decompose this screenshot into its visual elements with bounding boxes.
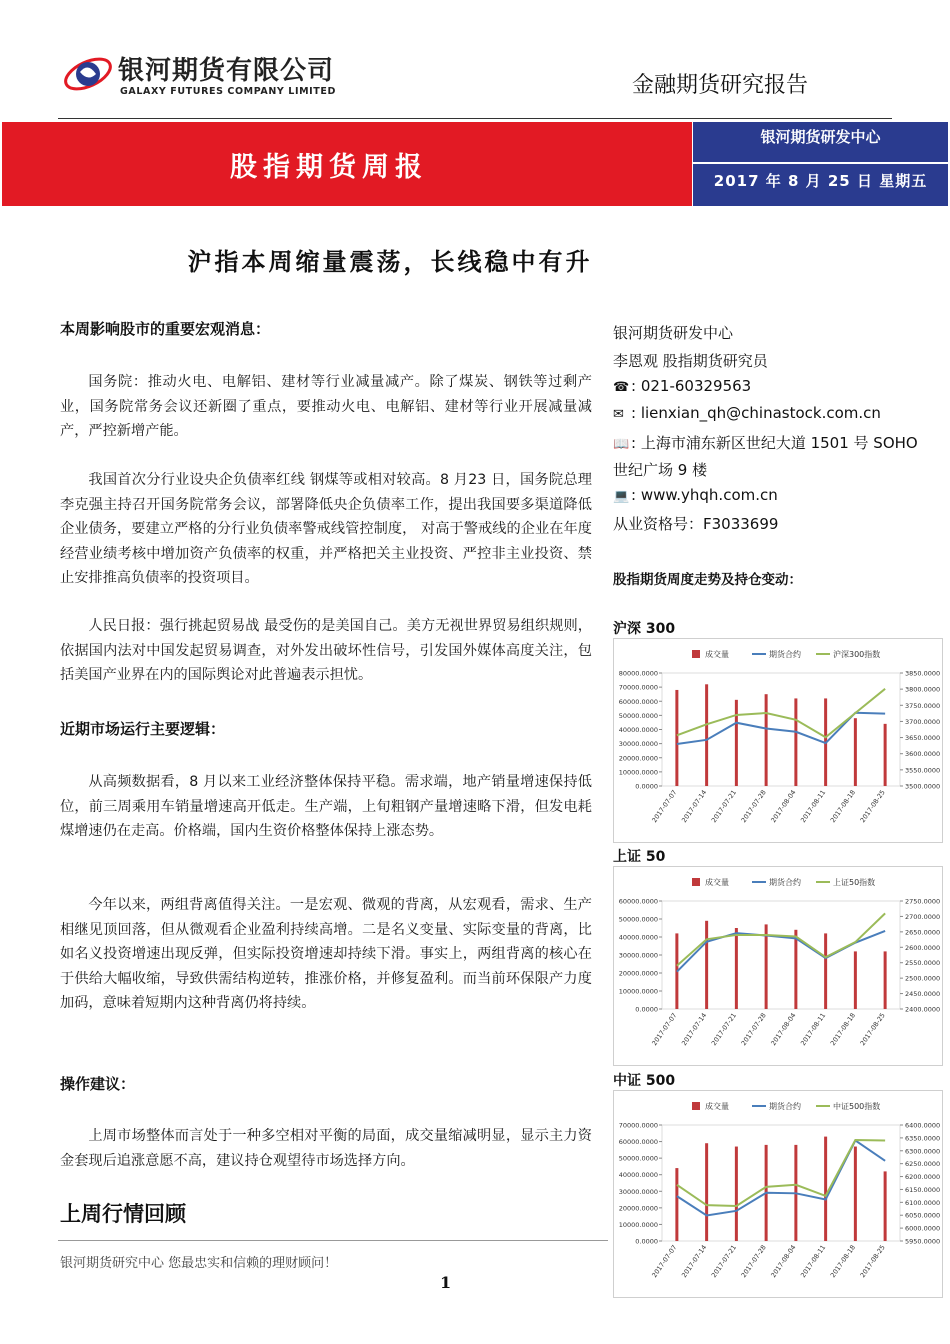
- right-tick-label: 3750.0000: [905, 701, 941, 710]
- chart-label-sz50: 上证 50: [613, 849, 666, 865]
- charts-heading: 股指期货周度走势及持仓变动：: [613, 572, 802, 588]
- plot-area: [662, 901, 900, 1009]
- volume-bar: [735, 928, 738, 1009]
- left-tick-label: 60000.0000: [618, 1138, 658, 1147]
- right-tick-label: 6250.0000: [905, 1160, 941, 1169]
- left-tick-label: 50000.0000: [618, 1154, 658, 1163]
- right-tick-label: 6200.0000: [905, 1173, 941, 1182]
- info-band-divider: [693, 162, 948, 164]
- contact-analyst: 李恩观 股指期货研究员: [613, 352, 768, 370]
- left-tick-label: 0.0000: [635, 1237, 658, 1246]
- contact-web-row: [613, 486, 778, 504]
- left-tick-label: 10000.0000: [618, 768, 658, 777]
- x-tick-label: 2017-08-11: [799, 1243, 828, 1280]
- volume-bar: [765, 694, 768, 786]
- x-tick-label: 2017-07-28: [739, 788, 768, 825]
- x-tick-label: 2017-07-14: [680, 1011, 709, 1048]
- right-tick-label: 3600.0000: [905, 750, 941, 759]
- left-tick-label: 50000.0000: [618, 711, 658, 720]
- volume-bar: [854, 951, 857, 1009]
- left-tick-label: 50000.0000: [618, 915, 658, 924]
- right-tick-label: 6400.0000: [905, 1121, 941, 1130]
- right-tick-label: 2400.0000: [905, 1005, 941, 1014]
- volume-bar: [675, 1168, 678, 1241]
- right-tick-label: 2500.0000: [905, 974, 941, 983]
- contact-phone: : 021-60329563: [631, 377, 752, 395]
- chart-zz500-svg: [614, 1091, 942, 1297]
- x-tick-label: 2017-07-14: [680, 788, 709, 825]
- left-tick-label: 10000.0000: [618, 987, 658, 996]
- right-tick-label: 2700.0000: [905, 912, 941, 921]
- header-divider: [58, 118, 892, 119]
- logic-paragraph-1: 从高频数据看，8 月以来工业经济整体保持平稳。需求端，地产销量增速保持低位，前三周乘用车销量增速高开低走。生产端，上旬粗钢产量增速略下滑，但发电耗煤增速仍在走高。价格端，国内生资价格整体保持上涨态势。: [60, 774, 592, 840]
- x-tick-label: 2017-07-21: [709, 788, 739, 825]
- legend-label: 成交量: [705, 878, 729, 887]
- volume-bar: [735, 700, 738, 786]
- right-tick-label: 2750.0000: [905, 897, 941, 906]
- x-tick-label: 2017-08-25: [858, 1011, 887, 1048]
- chart-label-zz500: 中证 500: [613, 1073, 676, 1089]
- volume-bar: [884, 724, 887, 786]
- x-tick-label: 2017-07-07: [650, 1243, 679, 1280]
- right-tick-label: 3800.0000: [905, 685, 941, 694]
- right-tick-label: 2450.0000: [905, 990, 941, 999]
- email-icon: ✉: [613, 407, 624, 422]
- computer-icon: 💻: [613, 489, 630, 504]
- left-tick-label: 30000.0000: [618, 740, 658, 749]
- volume-bar: [884, 951, 887, 1009]
- volume-bar: [705, 1143, 708, 1241]
- volume-bar: [824, 1137, 827, 1241]
- headline: 沪指本周缩量震荡，长线稳中有升: [187, 247, 593, 276]
- macro-section-title: 本周影响股市的重要宏观消息：: [60, 320, 271, 338]
- left-tick-label: 30000.0000: [618, 1187, 658, 1196]
- company-name-en: GALAXY FUTURES COMPANY LIMITED: [120, 86, 336, 97]
- x-tick-label: 2017-08-18: [828, 1243, 858, 1280]
- logic-section-title: 近期市场运行主要逻辑：: [60, 720, 226, 738]
- contact-license: 从业资格号：F3033699: [613, 515, 779, 533]
- chart-zz500: [613, 1090, 943, 1298]
- right-tick-label: 6000.0000: [905, 1224, 941, 1233]
- report-type: 金融期货研究报告: [632, 73, 809, 98]
- legend-swatch: [692, 650, 700, 658]
- x-tick-label: 2017-08-04: [769, 788, 798, 825]
- legend-label: 期货合约: [769, 1102, 801, 1111]
- volume-bar: [765, 924, 768, 1009]
- chart-label-hs300: 沪深 300: [613, 621, 676, 637]
- chart-sz50: [613, 866, 943, 1066]
- volume-bar: [824, 933, 827, 1009]
- x-tick-label: 2017-07-28: [739, 1243, 768, 1280]
- legend-label: 沪深300指数: [833, 650, 881, 659]
- x-tick-label: 2017-07-14: [680, 1243, 709, 1280]
- footer-divider: [58, 1240, 608, 1241]
- chart-hs300-svg: [614, 639, 942, 842]
- right-tick-label: 5950.0000: [905, 1237, 941, 1246]
- contact-address-1: : 上海市浦东新区世纪大道 1501 号 SOHO: [631, 434, 918, 452]
- x-tick-label: 2017-08-18: [828, 788, 858, 825]
- left-tick-label: 30000.0000: [618, 951, 658, 960]
- report-title: 股指期货周报: [230, 152, 428, 183]
- contact-email[interactable]: : lienxian_qh@chinastock.com.cn: [631, 404, 881, 422]
- x-tick-label: 2017-07-28: [739, 1011, 768, 1048]
- report-date: 2017 年 8 月 25 日 星期五: [713, 172, 928, 190]
- phone-icon: ☎: [613, 380, 630, 395]
- left-tick-label: 70000.0000: [618, 683, 658, 692]
- left-tick-label: 0.0000: [635, 782, 658, 791]
- legend-label: 中证500指数: [833, 1102, 881, 1111]
- legend-label: 上证50指数: [833, 878, 876, 887]
- left-tick-label: 10000.0000: [618, 1220, 658, 1229]
- volume-bar: [794, 698, 797, 786]
- legend-swatch: [692, 878, 700, 886]
- right-tick-label: 3550.0000: [905, 766, 941, 775]
- legend-label: 期货合约: [769, 878, 801, 887]
- right-tick-label: 6300.0000: [905, 1147, 941, 1156]
- right-tick-label: 6350.0000: [905, 1134, 941, 1143]
- right-tick-label: 3850.0000: [905, 669, 941, 678]
- x-tick-label: 2017-08-25: [858, 1243, 887, 1280]
- volume-bar: [705, 684, 708, 786]
- left-tick-label: 70000.0000: [618, 1121, 658, 1130]
- volume-bar: [705, 921, 708, 1009]
- contact-address-2: 世纪广场 9 楼: [613, 461, 708, 479]
- x-tick-label: 2017-07-07: [650, 788, 679, 825]
- page-number: 1: [440, 1273, 452, 1292]
- volume-bar: [884, 1171, 887, 1241]
- left-tick-label: 60000.0000: [618, 697, 658, 706]
- galaxy-logo-icon: [62, 52, 114, 96]
- volume-bar: [675, 690, 678, 786]
- right-tick-label: 6050.0000: [905, 1211, 941, 1220]
- footer-slogan: 银河期货研究中心 您最忠实和信赖的理财顾问！: [60, 1256, 338, 1271]
- x-tick-label: 2017-07-21: [709, 1243, 739, 1280]
- left-tick-label: 20000.0000: [618, 969, 658, 978]
- macro-paragraph-1: 国务院：推动火电、电解铝、建材等行业减量减产。除了煤炭、钢铁等过剩产业，国务院常务会议还新圈了重点，要推动火电、电解铝、建材等行业开展减量减产，严控新增产能。: [60, 374, 592, 440]
- left-tick-label: 60000.0000: [618, 897, 658, 906]
- legend-swatch: [692, 1102, 700, 1110]
- left-tick-label: 20000.0000: [618, 754, 658, 763]
- right-tick-label: 6150.0000: [905, 1185, 941, 1194]
- research-center: 银河期货研发中心: [760, 128, 881, 146]
- contact-center: 银河期货研发中心: [613, 324, 734, 342]
- x-tick-label: 2017-08-18: [828, 1011, 858, 1048]
- plot-area: [662, 1125, 900, 1241]
- chart-sz50-svg: [614, 867, 942, 1065]
- x-tick-label: 2017-07-07: [650, 1011, 679, 1048]
- legend-label: 成交量: [705, 650, 729, 659]
- macro-paragraph-3: 人民日报：强行挑起贸易战 最受伤的是美国自己。美方无视世界贸易组织规则，依据国内法对中国发起贸易调查，对外发出破坏性信号，引发国外媒体高度关注，包括美国产业界在内的国际舆论对此普遍表示担忧。: [60, 618, 592, 684]
- book-icon: 📖: [613, 437, 630, 452]
- volume-bar: [854, 718, 857, 786]
- left-tick-label: 0.0000: [635, 1005, 658, 1014]
- legend-label: 成交量: [705, 1102, 729, 1111]
- left-tick-label: 40000.0000: [618, 1171, 658, 1180]
- logic-paragraph-2: 今年以来，两组背离值得关注。一是宏观、微观的背离，从宏观看，需求、生产相继见顶回落，但从微观看企业盈利持续高增。二是名义变量、实际变量的背离，比如名义投资增速出现反弹，但实际投资增速却持续下滑。事实上，两组背离的核心在于供给大幅收缩，导致供需结构逆转，推涨价格，并修复盈利。而当前环保限产力度加码，意味着短期内这种背离仍将持续。: [60, 897, 592, 1012]
- advice-section-title: 操作建议：: [60, 1075, 136, 1093]
- legend-label: 期货合约: [769, 650, 801, 659]
- left-tick-label: 40000.0000: [618, 933, 658, 942]
- volume-bar: [794, 930, 797, 1009]
- x-tick-label: 2017-08-04: [769, 1243, 798, 1280]
- volume-bar: [854, 1147, 857, 1241]
- x-tick-label: 2017-08-11: [799, 788, 828, 825]
- x-tick-label: 2017-08-11: [799, 1011, 828, 1048]
- right-tick-label: 3500.0000: [905, 782, 941, 791]
- advice-paragraph: 上周市场整体而言处于一种多空相对平衡的局面，成交量缩减明显，显示主力资金套现后追涨意愿不高，建议持仓观望待市场选择方向。: [60, 1128, 592, 1169]
- x-tick-label: 2017-08-25: [858, 788, 887, 825]
- chart-hs300: [613, 638, 943, 843]
- contact-web[interactable]: : www.yhqh.com.cn: [631, 486, 778, 504]
- right-tick-label: 2650.0000: [905, 928, 941, 937]
- contact-address-row: [613, 432, 918, 453]
- contact-email-row: [613, 404, 881, 422]
- volume-bar: [735, 1147, 738, 1241]
- contact-phone-row: [613, 377, 751, 395]
- review-title: 上周行情回顾: [60, 1202, 186, 1226]
- left-tick-label: 40000.0000: [618, 726, 658, 734]
- company-name-cn: 银河期货有限公司: [118, 56, 335, 86]
- right-tick-label: 2600.0000: [905, 943, 941, 952]
- right-tick-label: 2550.0000: [905, 959, 941, 968]
- left-tick-label: 80000.0000: [618, 669, 658, 678]
- right-tick-label: 3650.0000: [905, 734, 941, 743]
- right-tick-label: 3700.0000: [905, 717, 941, 726]
- left-tick-label: 20000.0000: [618, 1204, 658, 1213]
- macro-paragraph-2: 我国首次分行业设央企负债率红线 钢煤等或相对较高。8 月23 日，国务院总理李克强主持召开国务院常务会议，部署降低央企负债率工作，提出我国要多渠道降低企业债务，要建立严格的分行业负债率警戒线管控制度， 对高于警戒线的企业在年度经营业绩考核中增加资产负债率的权重，并严格把关主业投资、严控非主业投资、禁止安排推高负债率的投资项目。: [60, 472, 592, 587]
- x-tick-label: 2017-07-21: [709, 1011, 739, 1048]
- right-tick-label: 6100.0000: [905, 1198, 941, 1207]
- x-tick-label: 2017-08-04: [769, 1011, 798, 1048]
